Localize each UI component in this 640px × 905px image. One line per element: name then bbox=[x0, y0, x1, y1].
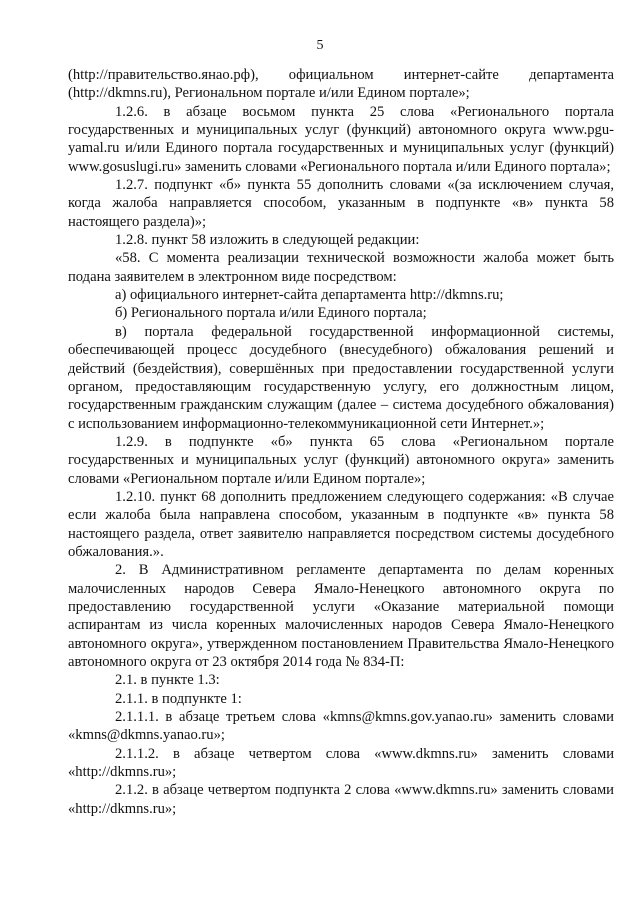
paragraph-2-1-2: 2.1.2. в абзаце четвертом подпункта 2 слова «www.dkmns.ru» заменить словами «http://dkmns.ru»; bbox=[68, 782, 614, 817]
paragraph-1-2-6: 1.2.6. в абзаце восьмом пункта 25 слова «Регионального портала государственных и муниципальных услуг (функций) автономного округа www.pgu-yamal.ru и/или Единого портала государственных и муниципальных услуг (функций) www.gosuslugi.ru» заменить словами «Регионального портала и/или Единого портала»; bbox=[68, 103, 614, 175]
paragraph-1-2-9: 1.2.9. в подпункте «б» пункта 65 слова «Региональном портале государственных и муниципальных услуг (функций) автономного округа» заменить словами «Региональном портале и/или Едином портале»; bbox=[68, 433, 614, 487]
page-number: 5 bbox=[316, 38, 324, 53]
document-body bbox=[68, 66, 614, 818]
paragraph-2-1-1-1: 2.1.1.1. в абзаце третьем слова «kmns@kmns.gov.yanao.ru» заменить словами «kmns@dkmns.yanao.ru»; bbox=[68, 709, 614, 744]
paragraph-2-1-1: 2.1.1. в подпункте 1: bbox=[115, 690, 242, 707]
paragraph-58-b: б) Регионального портала и/или Единого портала; bbox=[115, 305, 427, 322]
paragraph-58-a: а) официального интернет-сайта департамента http://dkmns.ru; bbox=[115, 287, 504, 304]
paragraph-2: 2. В Административном регламенте департамента по делам коренных малочисленных народов Севера Ямало-Ненецкого автономного округа по предоставлению государственной услуги «Оказание материальной помощи аспирантам из числа коренных малочисленных народов Севера Ямало-Ненецкого автономного округа», утвержденном постановлением Правительства Ямало-Ненецкого автономного округа от 23 октября 2014 года № 834-П: bbox=[68, 562, 614, 670]
paragraph-1-2-7: 1.2.7. подпункт «б» пункта 55 дополнить словами «(за исключением случая, когда жалоба направляется способом, указанным в подпункте «в» пункта 58 настоящего раздела)»; bbox=[68, 177, 614, 230]
paragraph-58: «58. С момента реализации технической возможности жалоба может быть подана заявителем в электронном виде посредством: bbox=[68, 250, 614, 285]
paragraph-1-2-8: 1.2.8. пункт 58 изложить в следующей редакции: bbox=[115, 232, 420, 249]
paragraph-2-1-1-2: 2.1.1.2. в абзаце четвертом слова «www.dkmns.ru» заменить словами «http://dkmns.ru»; bbox=[68, 745, 614, 781]
paragraph-1-2-10: 1.2.10. пункт 68 дополнить предложением следующего содержания: «В случае если жалоба была направлена способом, указанным в подпункте «в» пункта 58 настоящего раздела, ответ заявителю направляется посредством системы досудебного обжалования.». bbox=[68, 488, 614, 560]
paragraph-continuation: (http://правительство.янао.рф), официальном интернет-сайте департамента (http://dkmns.ru), Региональном портале и/или Едином портале»; bbox=[68, 67, 614, 102]
paragraph-2-1: 2.1. в пункте 1.3: bbox=[115, 672, 220, 689]
paragraph-58-v: в) портала федеральной государственной информационной системы, обеспечивающей процесс досудебного (внесудебного) обжалования решений и действий (бездействия), совершённых при предоставлении государственной услуги органом, предоставляющим государственную услугу, его должностным лицом, государственным гражданским служащим (далее – система досудебного обжалования) с использованием информационно-телекоммуникационной сети Интернет.»; bbox=[68, 323, 614, 432]
